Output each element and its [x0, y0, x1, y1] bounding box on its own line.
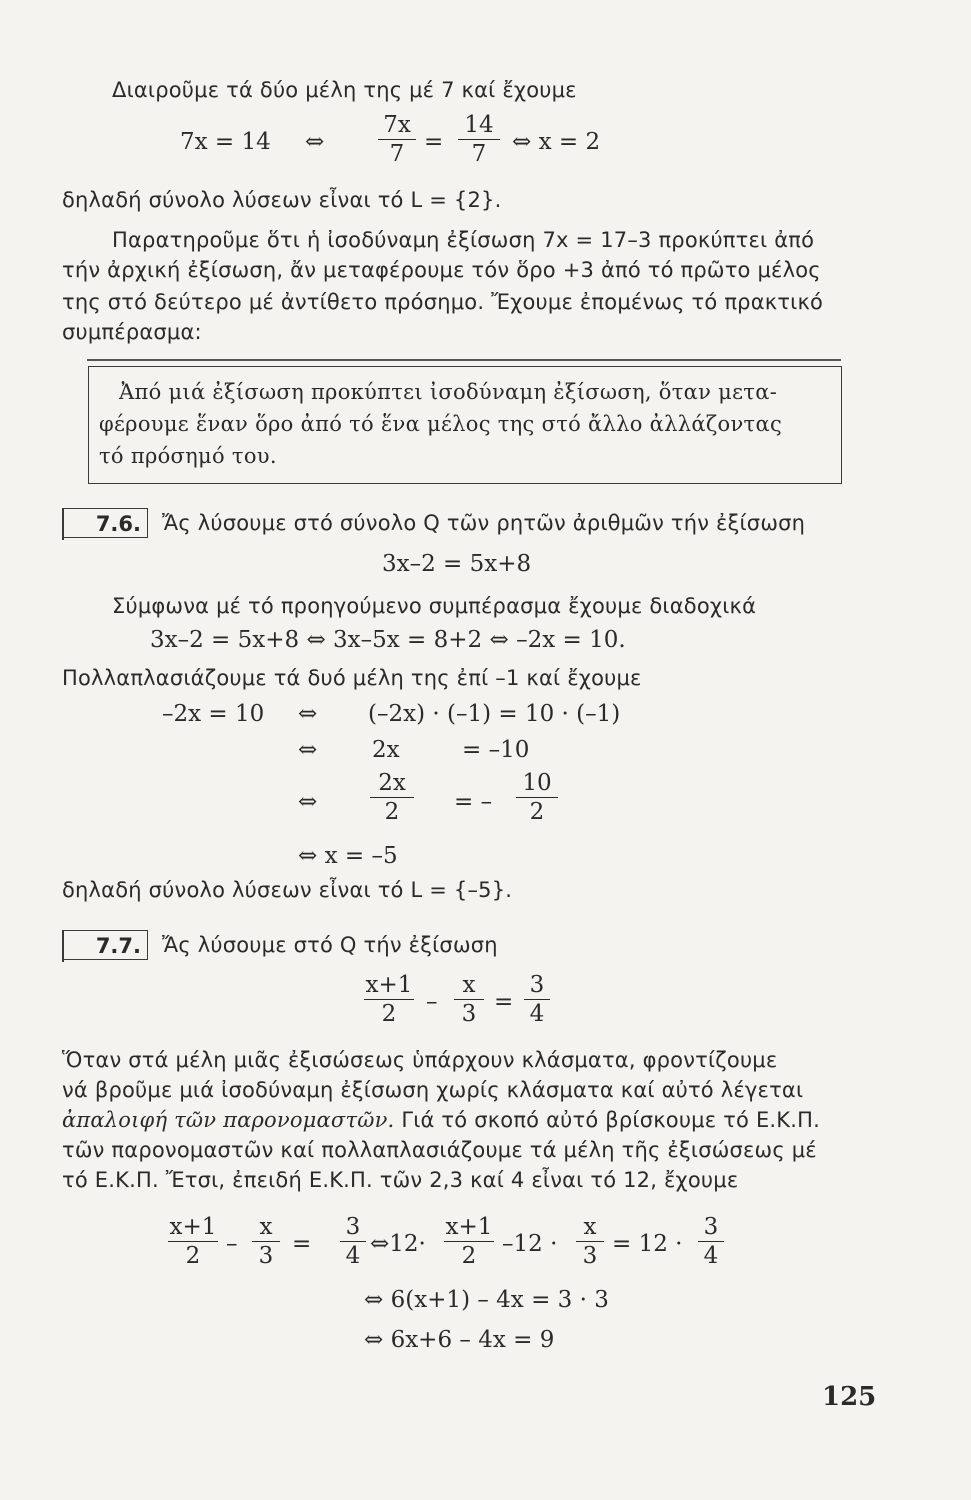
ex77-eq: = — [494, 989, 514, 1015]
ex77-eq2-m1: –12 · — [502, 1231, 558, 1257]
ex76-step3-eq: = – — [454, 789, 493, 815]
rule-line-1: Ἀπό μιά ἐξίσωση προκύπτει ἰσοδύναμη ἐξίσωση, ὅταν μετα- — [119, 380, 778, 404]
ex76-equation: 3x–2 = 5x+8 — [382, 551, 532, 577]
intro-eq-left: 7x = 14 — [180, 129, 271, 155]
ex77-intro: Ἄς λύσουμε στό Q τήν ἐξίσωση — [162, 933, 498, 957]
fraction-x-over-3: x 3 — [454, 972, 484, 1027]
example-label-7-7: 7.7. — [62, 930, 148, 960]
fraction-x-over-3-c: x 3 — [576, 1214, 604, 1269]
rule-line-2: φέρουμε ἕναν ὅρο ἀπό τό ἕνα μέλος της στό ἄλλο ἀλλάζοντας — [99, 412, 783, 436]
ex77-para-line-3-rest: Γιά τό σκοπό αὐτό βρίσκουμε τό Ε.Κ.Π. — [394, 1108, 820, 1132]
fraction-2x-over-2: 2x 2 — [370, 770, 414, 825]
fraction-x-plus-1-over-2: x+1 2 — [365, 972, 413, 1027]
fraction-x-plus-1-over-2-c: x+1 2 — [445, 1214, 493, 1269]
ex77-para-line-1: Ὅταν στά μέλη μιᾶς ἐξισώσεως ὑπάρχουν κλάσματα, φροντίζουμε — [62, 1048, 778, 1072]
ex76-step3-arrow: ⇔ — [298, 789, 318, 815]
ex76-intro: Ἄς λύσουμε στό σύνολο Q τῶν ρητῶν ἀριθμῶν τήν ἐξίσωση — [162, 511, 806, 535]
ex77-para-line-3 — [62, 1106, 820, 1134]
observation-line-3: της στό δεύτερο μέ ἀντίθετο πρόσημο. Ἔχουμε ἐπομένως τό πρακτικό — [62, 290, 824, 314]
rule-box-top-rule — [87, 359, 841, 361]
ex76-step4: ⇔ x = –5 — [298, 843, 398, 869]
ex77-eq2-arrow: ⇔12· — [370, 1231, 426, 1257]
observation-line-1: Παρατηροῦμε ὅτι ἡ ἰσοδύναμη ἐξίσωση 7x = 17–3 προκύπτει ἀπό — [112, 228, 815, 252]
ex77-eq-b: = — [292, 1231, 312, 1257]
fraction-3-over-4: 3 4 — [524, 972, 550, 1027]
equivalence-arrow: ⇔ — [305, 129, 325, 155]
ex77-eq2-eq: = 12 · — [612, 1231, 683, 1257]
ex77-para-line-4: τῶν παρονομαστῶν καί πολλαπλασιάζουμε τά μέλη τῆς ἐξισώσεως μέ — [62, 1138, 817, 1162]
fraction-7x-over-7: 7x 7 — [378, 112, 416, 167]
fraction-3-over-4-b: 3 4 — [340, 1214, 366, 1269]
ex77-minus-b: – — [226, 1231, 238, 1257]
rule-box — [88, 366, 842, 484]
ex77-italic-term: ἀπαλοιφή τῶν παρονομαστῶν. — [62, 1108, 395, 1132]
ex77-step-a: ⇔ 6(x+1) – 4x = 3 · 3 — [364, 1287, 609, 1313]
ex76-step1-right: (–2x) · (–1) = 10 · (–1) — [368, 701, 621, 727]
ex76-line-c: Πολλαπλασιάζουμε τά δυό μέλη της ἐπί –1 καί ἔχουμε — [62, 666, 642, 690]
ex76-step1-left: –2x = 10 — [162, 701, 265, 727]
equals-sign: = — [424, 129, 444, 155]
rule-line-3: τό πρόσημό του. — [99, 444, 277, 468]
intro-eq-result: ⇔ x = 2 — [512, 129, 601, 155]
ex76-line-a: Σύμφωνα μέ τό προηγούμενο συμπέρασμα ἔχουμε διαδοχικά — [112, 594, 757, 618]
ex76-step2-arrow: ⇔ — [298, 737, 318, 763]
ex76-solution-line: δηλαδή σύνολο λύσεων εἶναι τό L = {–5}. — [62, 878, 513, 902]
fraction-14-over-7: 14 7 — [458, 112, 500, 167]
observation-line-2: τήν ἀρχική ἐξίσωση, ἄν μεταφέρουμε τόν ὅρο +3 ἀπό τό πρῶτο μέλος — [62, 258, 821, 282]
intro-line: Διαιροῦμε τά δύο μέλη της μέ 7 καί ἔχουμε — [112, 78, 577, 102]
ex76-line-b: 3x–2 = 5x+8 ⇔ 3x–5x = 8+2 ⇔ –2x = 10. — [150, 627, 626, 653]
ex76-step1-arrow: ⇔ — [298, 701, 318, 727]
ex76-step2-left: 2x — [372, 737, 400, 763]
intro-solution-line: δηλαδή σύνολο λύσεων εἶναι τό L = {2}. — [62, 188, 502, 212]
fraction-x-over-3-b: x 3 — [252, 1214, 280, 1269]
example-label-7-6: 7.6. — [62, 508, 148, 538]
observation-line-4: συμπέρασμα: — [62, 320, 202, 344]
page-number: 125 — [822, 1382, 877, 1412]
fraction-10-over-2: 10 2 — [516, 770, 558, 825]
ex77-para-line-2: νά βροῦμε μιά ἰσοδύναμη ἐξίσωση χωρίς κλάσματα καί αὐτό λέγεται — [62, 1078, 804, 1102]
ex77-para-line-5: τό Ε.Κ.Π. Ἔτσι, ἐπειδή Ε.Κ.Π. τῶν 2,3 καί 4 εἶναι τό 12, ἔχουμε — [62, 1168, 739, 1192]
fraction-3-over-4-c: 3 4 — [698, 1214, 724, 1269]
ex77-step-b: ⇔ 6x+6 – 4x = 9 — [364, 1327, 555, 1353]
fraction-x-plus-1-over-2-b: x+1 2 — [169, 1214, 217, 1269]
ex76-step2-right: = –10 — [462, 737, 530, 763]
ex77-minus: – — [426, 989, 438, 1015]
